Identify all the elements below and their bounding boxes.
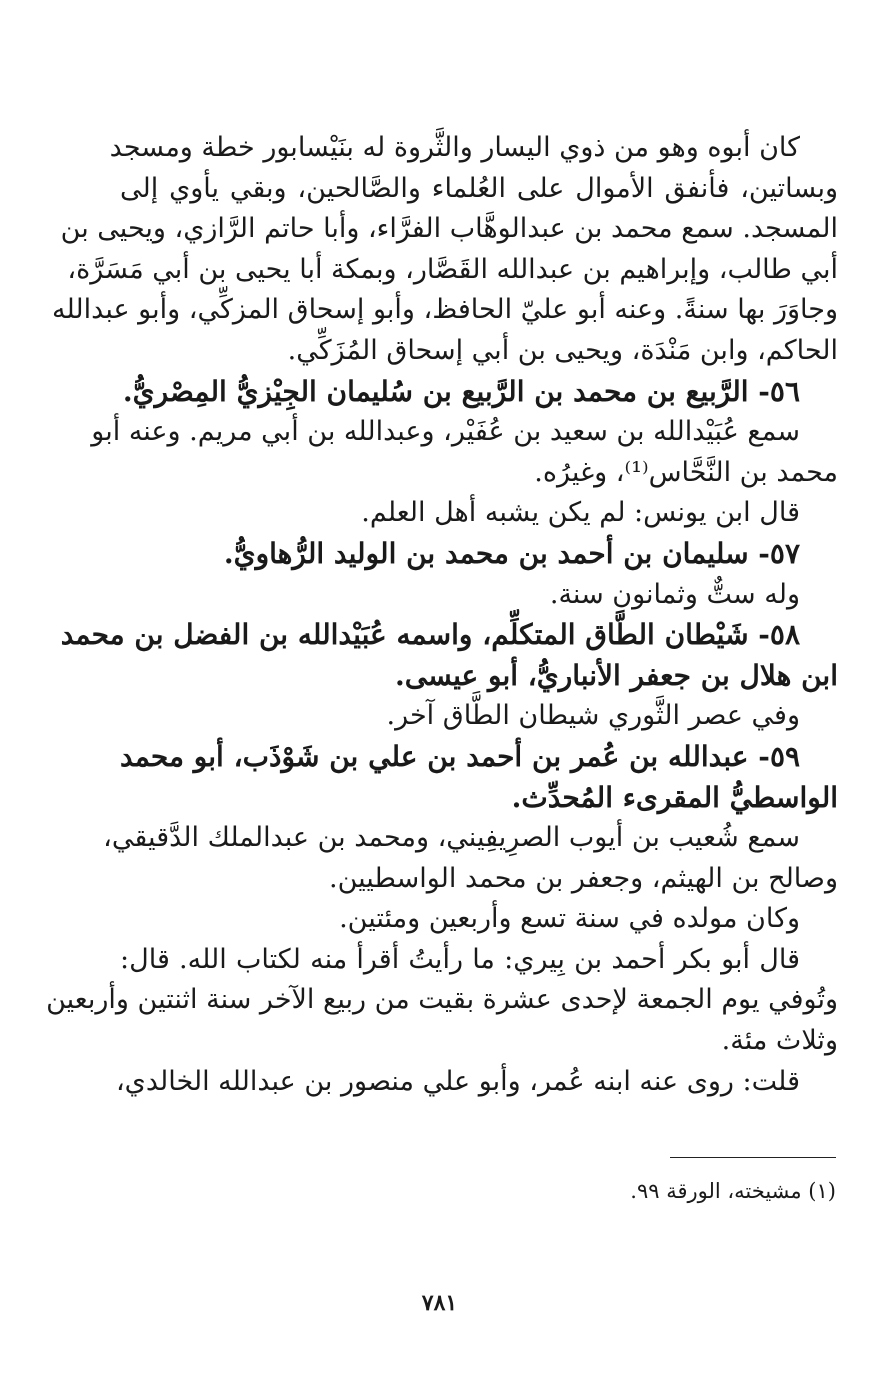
page-number: ٧٨١ [421,1290,458,1316]
text-line: سمع شُعيب بن أيوب الصرِيفِيني، ومحمد بن عبدالملك الدَّقيقي، [103,822,800,854]
text-line: المسجد. سمع محمد بن عبدالوهَّاب الفرَّاء، وأبا حاتم الرَّازي، ويحيى بن [60,213,838,245]
footnote-divider [670,1157,836,1158]
footnote: (١) مشيخته، الورقة ٩٩. [630,1179,836,1203]
entry-heading-59: ٥٩- عبدالله بن عُمر بن أحمد بن علي بن شَوْذَب، أبو محمد [120,739,801,773]
entry-heading-58-cont: ابن هلال بن جعفر الأنباريُّ، أبو عيسى. [395,658,838,692]
text-line: قال ابن يونس: لم يكن يشبه أهل العلم. [361,497,800,529]
text-line: وكان مولده في سنة تسع وأربعين ومئتين. [339,903,800,935]
text-line: قلت: روى عنه ابنه عُمر، وأبو علي منصور بن عبدالله الخالدي، [115,1065,800,1097]
entry-heading-59-cont: الواسطيُّ المقرىء المُحدِّث. [511,780,838,814]
main-text [46,128,838,1102]
text-line: محمد بن النَّحَّاس⁽¹⁾، وغيرُه. [534,456,838,488]
text-line: أبي طالب، وإبراهيم بن عبدالله القَصَّار، وبمكة أبا يحيى بن أبي مَسَرَّة، [67,253,838,285]
text-line: قال أبو بكر أحمد بن بِيري: ما رأيتُ أقرأ منه لكتاب الله. قال: [120,943,800,975]
text-line: وفي عصر الثَّوري شيطان الطَّاق آخر. [386,700,800,732]
text-line: وله ستٌّ وثمانون سنة. [549,578,800,610]
entry-heading-56: ٥٦- الرَّبيع بن محمد بن الرَّبيع بن سُليمان الجِيْزيُّ المِصْريُّ. [122,374,800,408]
text-line: وثلاث مئة. [721,1025,838,1057]
text-line: وجاوَرَ بها سنةً. وعنه أبو عليّ الحافظ، وأبو إسحاق المزكِّي، وأبو عبدالله [52,294,838,326]
entry-heading-57: ٥٧- سليمان بن أحمد بن محمد بن الوليد الرُّهاويُّ. [223,536,800,570]
text-line: كان أبوه وهو من ذوي اليسار والثَّروة له بنَيْسابور خطة ومسجد [109,132,800,163]
entry-heading-58: ٥٨- شَيْطان الطَّاق المتكلِّم، واسمه عُبَيْدالله بن الفضل بن محمد [60,618,800,652]
text-line: سمع عُبَيْدالله بن سعيد بن عُفَيْر، وعبدالله بن أبي مريم. وعنه أبو [91,416,800,448]
text-line: وصالح بن الهيثم، وجعفر بن محمد الواسطيين. [329,862,838,894]
text-line: الحاكم، وابن مَنْدَة، ويحيى بن أبي إسحاق المُزَكِّي. [287,334,838,366]
text-line: وبساتين، فأنفق الأموال على العُلماء والصَّالحين، وبقي يأوي إلى [120,172,838,204]
text-line: وتُوفي يوم الجمعة لإحدى عشرة بقيت من ربيع الآخر سنة اثنتين وأربعين [46,984,838,1016]
